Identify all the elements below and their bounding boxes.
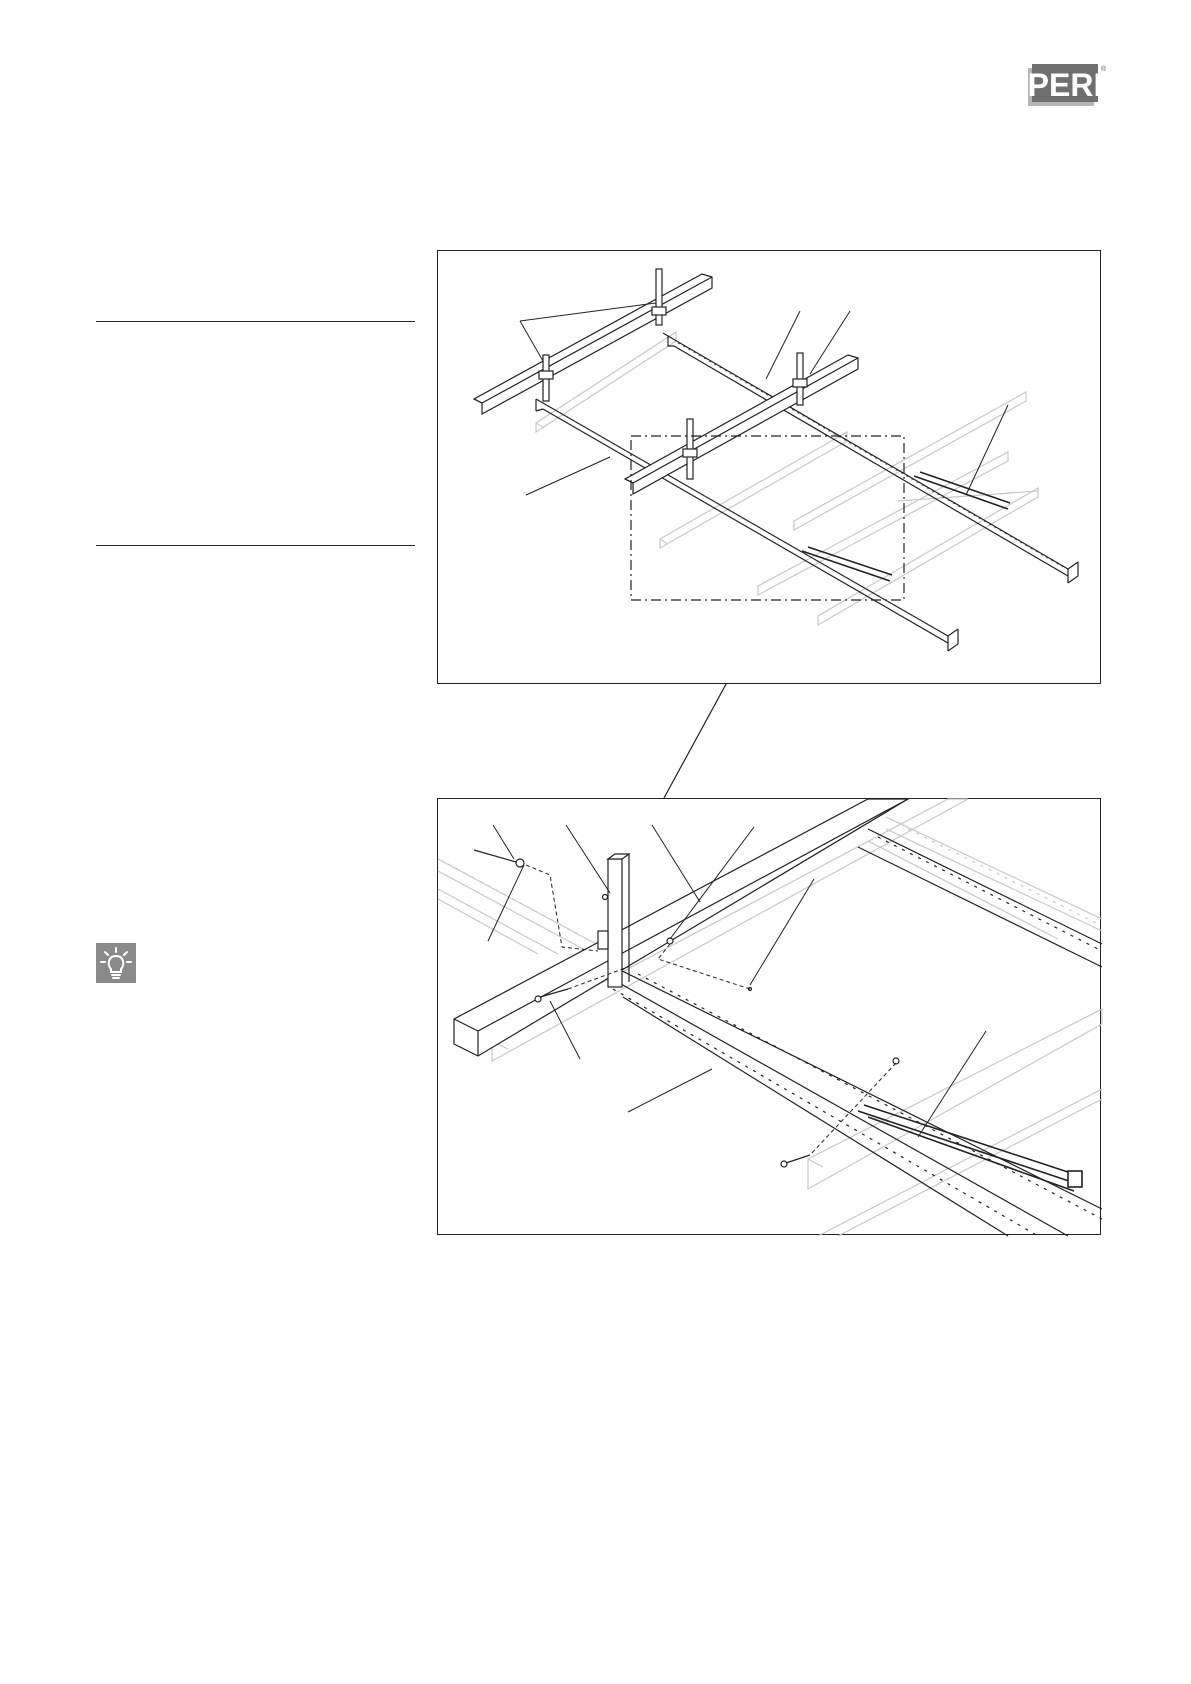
rail-holes-right xyxy=(678,343,1063,567)
detail-assembly-figure xyxy=(437,798,1101,1235)
logo-text: PERI xyxy=(1027,67,1103,103)
overview-assembly-figure xyxy=(437,250,1101,684)
cross-beam-upper xyxy=(474,274,712,414)
main-rail-detail-upper xyxy=(858,829,1102,967)
ghost-beams xyxy=(536,332,1038,625)
peri-logo xyxy=(1024,62,1107,108)
main-rail-left xyxy=(536,399,958,651)
main-rail-detail xyxy=(598,959,1102,1236)
diagonal-strut-detail xyxy=(858,1105,1082,1191)
registered-mark: ® xyxy=(1101,66,1107,73)
lightbulb-icon xyxy=(96,943,136,983)
section-rule-bottom xyxy=(96,545,415,546)
section-rule-top xyxy=(96,321,415,322)
cross-beam-lower xyxy=(625,355,858,494)
